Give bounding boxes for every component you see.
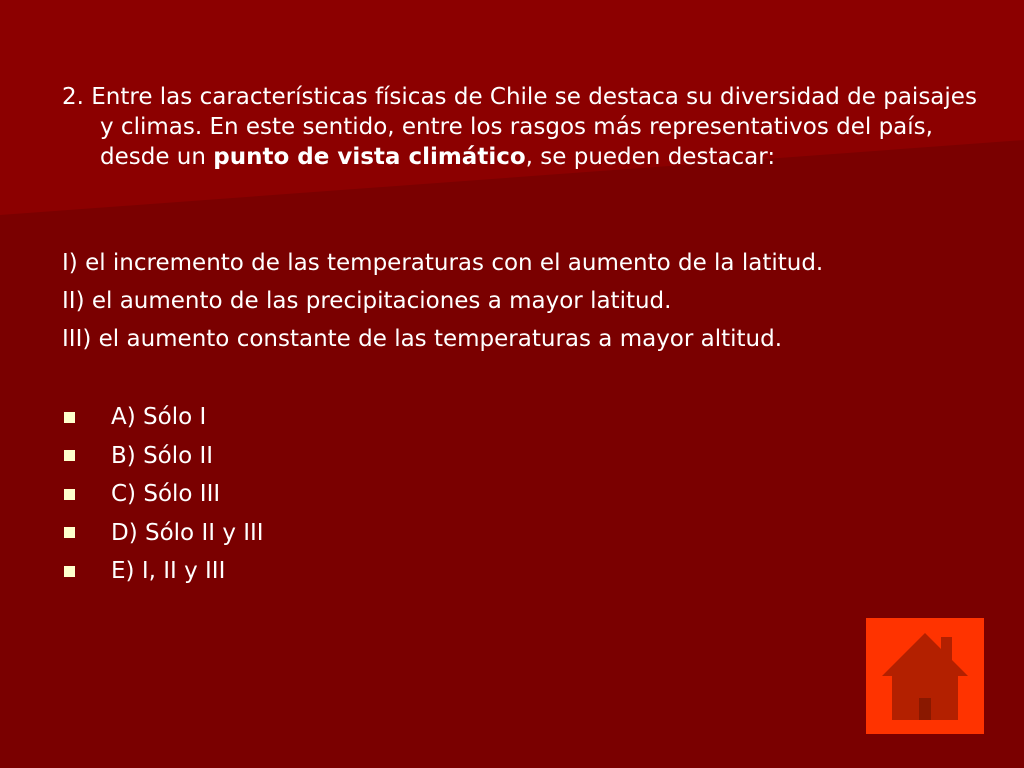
answer-options bbox=[62, 398, 264, 591]
bullet-icon bbox=[64, 527, 75, 538]
option-c[interactable] bbox=[62, 475, 264, 514]
option-d[interactable] bbox=[62, 514, 264, 553]
bullet-icon bbox=[64, 412, 75, 423]
option-label: D) Sólo II y III bbox=[111, 519, 264, 546]
statement-2: II) el aumento de las precipitaciones a mayor latitud. bbox=[62, 288, 672, 314]
statement-3: III) el aumento constante de las temperaturas a mayor altitud. bbox=[62, 326, 783, 352]
option-label: A) Sólo I bbox=[111, 404, 207, 431]
option-a[interactable] bbox=[62, 398, 264, 437]
option-b[interactable] bbox=[62, 437, 264, 476]
option-label: C) Sólo III bbox=[111, 481, 221, 508]
question-text-start: 2. Entre las características físicas de Chile se destaca su diversidad de paisajes y climas. En este sentido, entre los rasgos más representativos del país, desde un bbox=[62, 84, 977, 170]
bullet-icon bbox=[64, 450, 75, 461]
home-button[interactable] bbox=[866, 618, 984, 734]
option-label: E) I, II y III bbox=[111, 558, 226, 585]
question-text bbox=[62, 82, 990, 172]
option-label: B) Sólo II bbox=[111, 442, 214, 469]
question-text-end: , se pueden destacar: bbox=[525, 144, 776, 170]
statement-1: I) el incremento de las temperaturas con el aumento de la latitud. bbox=[62, 250, 824, 276]
home-icon bbox=[866, 618, 984, 734]
bullet-icon bbox=[64, 489, 75, 500]
bullet-icon bbox=[64, 566, 75, 577]
option-e[interactable] bbox=[62, 552, 264, 591]
question-text-bold: punto de vista climático bbox=[213, 144, 526, 170]
